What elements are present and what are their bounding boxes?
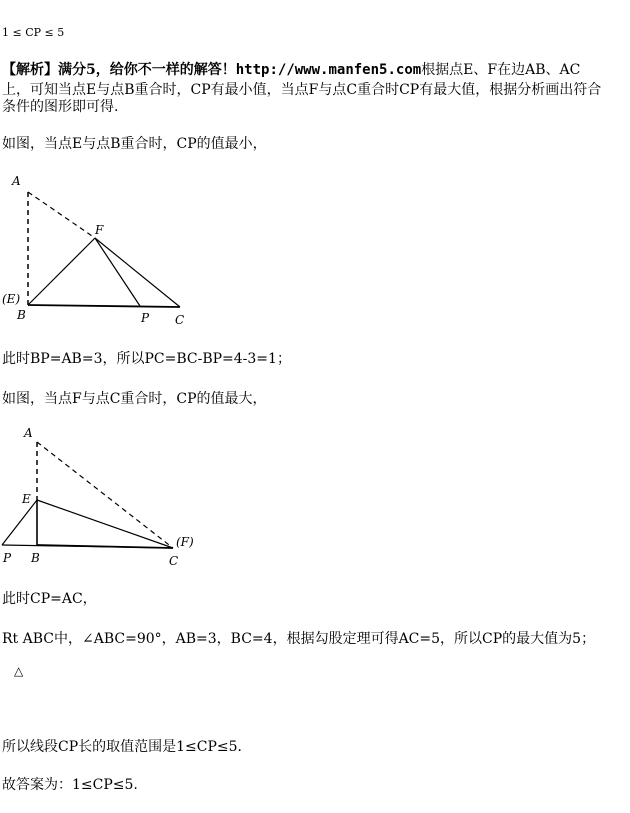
segment-BF	[28, 238, 95, 305]
analysis-line1-rest: 根据点E、F在边AB、AC	[421, 62, 581, 78]
label-P: P	[3, 551, 12, 565]
label-F: (F)	[176, 535, 194, 549]
label-F: F	[95, 223, 104, 237]
figure-max	[0, 420, 200, 570]
top-answer: 1 ≤ CP ≤ 5	[2, 26, 65, 39]
analysis-prefix: 【解析】	[2, 62, 58, 78]
label-A: A	[12, 174, 21, 188]
label-C: C	[169, 554, 179, 568]
analysis-url: http://www.manfen5.com	[235, 62, 422, 78]
label-P: P	[141, 311, 150, 325]
dashed-AF	[28, 192, 95, 238]
triangle-symbol: △	[14, 664, 24, 678]
segment-PE	[2, 500, 37, 545]
case-min-heading: 如图，当点E与点B重合时，CP的值最小，	[2, 136, 267, 152]
segment-FC	[95, 238, 180, 307]
label-A: A	[24, 426, 33, 440]
final-answer: 故答案为：1≤CP≤5.	[2, 777, 138, 793]
analysis-line-1	[2, 59, 580, 79]
label-B: B	[31, 551, 40, 565]
range-line: 所以线段CP长的取值范围是1≤CP≤5．	[2, 739, 252, 755]
label-E: (E)	[2, 292, 21, 306]
dashed-AC	[37, 442, 173, 548]
rt-line: Rt ABC中，∠ABC=90°，AB=3，BC=4，根据勾股定理可得AC=5，所以CP的最大值为5；	[2, 631, 596, 647]
segment-FP	[95, 238, 140, 306]
case-min-result: 此时BP=AB=3，所以PC=BC-BP=4-3=1；	[2, 351, 291, 367]
segment-EC	[37, 500, 173, 548]
case-max-result: 此时CP=AC，	[2, 591, 97, 607]
case-max-heading: 如图，当点F与点C重合时，CP的值最大，	[2, 391, 267, 407]
label-B: B	[17, 308, 26, 322]
figure-min	[0, 170, 200, 330]
analysis-bold-text: 满分5，给你不一样的解答！	[58, 62, 236, 78]
analysis-line-2: 上，可知当点E与点B重合时，CP有最小值，当点F与点C重合时CP有最大值，根据分析画出符合	[2, 82, 602, 98]
segment-BC	[28, 305, 180, 307]
analysis-line-3: 条件的图形即可得.	[2, 99, 119, 115]
label-C: C	[175, 313, 185, 327]
label-E: E	[22, 492, 31, 506]
